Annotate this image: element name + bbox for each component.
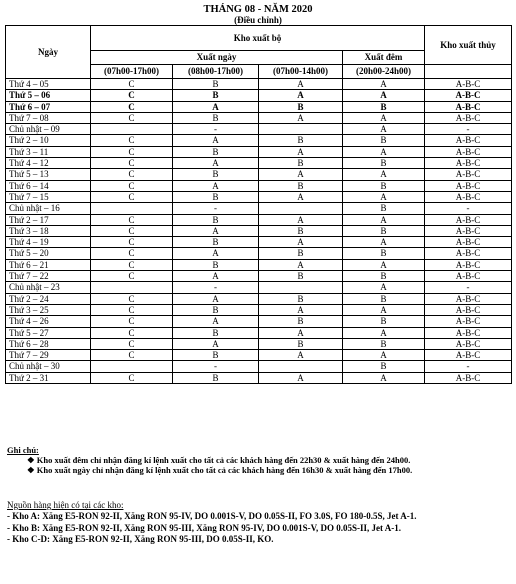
warehouse-cell: B [343,203,425,214]
document-subtitle: (Điều chỉnh) [234,15,282,25]
subheader-xuat-ngay: Xuất ngày [91,51,343,65]
warehouse-cell: C [91,338,173,349]
warehouse-cell: A [173,293,259,304]
warehouse-cell: A [343,259,425,270]
warehouse-cell: C [91,90,173,101]
warehouse-cell: A [343,350,425,361]
warehouse-cell: A-B-C [425,350,512,361]
warehouse-cell: A [259,327,343,338]
day-cell: Thứ 4 – 19 [6,237,91,248]
day-cell: Thứ 3 – 11 [6,146,91,157]
day-cell: Thứ 4 – 26 [6,316,91,327]
table-row [6,135,512,146]
warehouse-cell: A-B-C [425,293,512,304]
warehouse-cell: B [259,180,343,191]
warehouse-cell: B [173,259,259,270]
warehouse-cell: A-B-C [425,101,512,112]
warehouse-cell: A-B-C [425,316,512,327]
warehouse-cell: A [343,124,425,135]
warehouse-cell: A-B-C [425,146,512,157]
warehouse-cell: B [173,214,259,225]
time-header-empty [425,65,512,79]
warehouse-cell: A [259,259,343,270]
warehouse-cell: A [259,350,343,361]
warehouse-cell: C [91,112,173,123]
warehouse-cell: A [259,237,343,248]
warehouse-cell: A-B-C [425,135,512,146]
warehouse-cell: C [91,293,173,304]
warehouse-cell: A [343,90,425,101]
warehouse-cell: C [91,248,173,259]
warehouse-cell: A-B-C [425,214,512,225]
day-cell: Thứ 6 – 21 [6,259,91,270]
warehouse-cell: A-B-C [425,169,512,180]
warehouse-cell: A [343,214,425,225]
warehouse-cell: B [343,316,425,327]
warehouse-cell: B [173,372,259,383]
warehouse-cell: B [259,248,343,259]
warehouse-cell [259,203,343,214]
warehouse-cell: A [259,112,343,123]
day-cell: Thứ 6 – 14 [6,180,91,191]
warehouse-cell: B [343,271,425,282]
table-row [6,293,512,304]
warehouse-cell: B [173,112,259,123]
warehouse-cell [259,124,343,135]
warehouse-cell: A-B-C [425,180,512,191]
warehouse-cell: B [173,79,259,90]
warehouse-cell: C [91,327,173,338]
warehouse-cell: A [173,225,259,236]
warehouse-cell [91,203,173,214]
day-cell: Thứ 7 – 15 [6,191,91,202]
warehouse-cell: A [259,169,343,180]
warehouse-cell [91,282,173,293]
warehouse-cell: A [173,101,259,112]
schedule-body [6,79,512,384]
warehouse-cell: B [343,293,425,304]
day-cell: Thứ 5 – 06 [6,90,91,101]
warehouse-cell: A-B-C [425,112,512,123]
warehouse-cell [91,361,173,372]
table-row [6,350,512,361]
day-cell: Thứ 3 – 18 [6,225,91,236]
day-cell: Thứ 7 – 22 [6,271,91,282]
warehouse-cell: A-B-C [425,191,512,202]
warehouse-cell: A-B-C [425,338,512,349]
warehouse-cell: A [173,271,259,282]
source-item: - Kho C-D: Xăng E5-RON 92-II, Xăng RON 95-III, DO 0.05S-II, KO. [7,534,274,545]
warehouse-cell: C [91,180,173,191]
document-title: THÁNG 08 - NĂM 2020 [203,4,313,15]
day-cell: Thứ 5 – 13 [6,169,91,180]
warehouse-cell: B [173,237,259,248]
note-item: ❖ Kho xuất ngày chỉ nhận đăng kí lệnh xuất cho tất cả các khách hàng đến 16h30 & xuất hàng đến 17h00. [27,465,413,475]
day-cell: Thứ 4 – 05 [6,79,91,90]
warehouse-cell: A [343,304,425,315]
warehouse-cell: A [173,135,259,146]
time-header: (20h00-24h00) [343,65,425,79]
col-header-day: Ngày [6,26,91,79]
product-sources [7,500,511,546]
day-cell: Thứ 6 – 28 [6,338,91,349]
warehouse-cell: C [91,169,173,180]
warehouse-cell: C [91,225,173,236]
day-cell: Thứ 7 – 08 [6,112,91,123]
warehouse-cell: A [343,372,425,383]
warehouse-cell: A-B-C [425,271,512,282]
table-row [6,282,512,293]
warehouse-cell: B [173,146,259,157]
sources-title: Nguồn hàng hiện có tại các kho: [7,500,124,510]
warehouse-cell: B [259,271,343,282]
warehouse-cell: B [343,101,425,112]
table-row [6,191,512,202]
notes [7,445,507,475]
warehouse-cell: - [425,203,512,214]
warehouse-cell: A-B-C [425,327,512,338]
table-row [6,327,512,338]
warehouse-cell: A [173,316,259,327]
warehouse-cell: C [91,158,173,169]
warehouse-cell: A-B-C [425,90,512,101]
warehouse-cell: B [259,293,343,304]
subheader-xuat-dem: Xuất đêm [343,51,425,65]
warehouse-cell: A [259,214,343,225]
table-row [6,158,512,169]
warehouse-cell: A-B-C [425,237,512,248]
warehouse-cell: B [259,225,343,236]
day-cell: Chủ nhật – 09 [6,124,91,135]
table-row [6,304,512,315]
source-item: - Kho B: Xăng E5-RON 92-II, Xăng RON 95-III, Xăng RON 95-IV, DO 0.001S-V, DO 0.05S-II, Jet A-1. [7,522,401,533]
table-row [6,372,512,383]
warehouse-cell: A [259,90,343,101]
warehouse-cell: C [91,271,173,282]
warehouse-cell: - [425,124,512,135]
warehouse-cell: C [91,101,173,112]
warehouse-cell: - [173,203,259,214]
warehouse-cell: A [259,79,343,90]
warehouse-cell: B [259,135,343,146]
warehouse-cell: B [259,316,343,327]
day-cell: Thứ 2 – 24 [6,293,91,304]
table-row [6,316,512,327]
warehouse-cell: B [173,169,259,180]
table-row [6,124,512,135]
table-row [6,361,512,372]
warehouse-cell: A-B-C [425,259,512,270]
warehouse-cell: A-B-C [425,225,512,236]
warehouse-cell: C [91,259,173,270]
warehouse-cell: A-B-C [425,372,512,383]
warehouse-cell: A [173,248,259,259]
warehouse-cell: A [259,146,343,157]
day-cell: Thứ 3 – 25 [6,304,91,315]
table-row [6,271,512,282]
warehouse-cell: C [91,304,173,315]
warehouse-cell: B [173,191,259,202]
table-row [6,169,512,180]
day-cell: Thứ 2 – 17 [6,214,91,225]
warehouse-cell: A-B-C [425,248,512,259]
note-item: ❖ Kho xuất đêm chỉ nhận đăng kí lệnh xuất cho tất cả các khách hàng đến 22h30 & xuất hàng đến 24h00. [27,455,411,465]
table-row [6,90,512,101]
day-cell: Thứ 4 – 12 [6,158,91,169]
warehouse-cell: B [343,158,425,169]
warehouse-cell: A [259,304,343,315]
table-row [6,79,512,90]
warehouse-cell: A-B-C [425,158,512,169]
day-cell: Thứ 5 – 20 [6,248,91,259]
group-header-kho-thuy: Kho xuất thủy [425,26,512,65]
warehouse-cell: B [173,90,259,101]
day-cell: Thứ 2 – 10 [6,135,91,146]
table-row [6,225,512,236]
warehouse-cell: B [343,338,425,349]
warehouse-cell: A [343,169,425,180]
warehouse-cell: C [91,191,173,202]
warehouse-cell: C [91,79,173,90]
table-row [6,248,512,259]
warehouse-cell: B [343,361,425,372]
warehouse-cell: A [343,237,425,248]
time-header: (08h00-17h00) [173,65,259,79]
warehouse-cell: A [259,191,343,202]
notes-title: Ghi chú: [7,445,39,455]
warehouse-cell: A [343,191,425,202]
warehouse-cell: A-B-C [425,304,512,315]
warehouse-cell: A [173,338,259,349]
warehouse-cell: - [173,361,259,372]
warehouse-cell: - [425,282,512,293]
warehouse-cell: A [173,180,259,191]
table-row [6,338,512,349]
time-header: (07h00-17h00) [91,65,173,79]
day-cell: Thứ 2 – 31 [6,372,91,383]
diamond-bullet-icon: ❖ [27,465,37,475]
warehouse-cell: C [91,214,173,225]
warehouse-cell [259,282,343,293]
day-cell: Thứ 7 – 29 [6,350,91,361]
day-cell: Chủ nhật – 16 [6,203,91,214]
warehouse-cell: C [91,316,173,327]
warehouse-cell: A [343,327,425,338]
day-cell: Thứ 5 – 27 [6,327,91,338]
table-row [6,214,512,225]
table-row [6,237,512,248]
warehouse-cell: B [259,101,343,112]
warehouse-cell: A [259,372,343,383]
warehouse-cell: C [91,237,173,248]
warehouse-cell: B [173,350,259,361]
table-row [6,180,512,191]
warehouse-cell: B [343,135,425,146]
warehouse-cell: A-B-C [425,79,512,90]
warehouse-cell: B [343,225,425,236]
warehouse-cell [259,361,343,372]
warehouse-cell: C [91,146,173,157]
diamond-bullet-icon: ❖ [27,455,37,465]
table-row [6,259,512,270]
warehouse-cell: C [91,372,173,383]
warehouse-cell: A [343,282,425,293]
warehouse-cell: A [173,158,259,169]
day-cell: Thứ 6 – 07 [6,101,91,112]
table-row [6,112,512,123]
day-cell: Chủ nhật – 23 [6,282,91,293]
warehouse-cell: C [91,135,173,146]
warehouse-cell: A [343,112,425,123]
warehouse-cell [91,124,173,135]
warehouse-cell: - [173,124,259,135]
warehouse-cell: B [259,158,343,169]
table-row [6,203,512,214]
warehouse-cell: A [343,79,425,90]
warehouse-cell: B [173,304,259,315]
warehouse-cell: - [425,361,512,372]
day-cell: Chủ nhật – 30 [6,361,91,372]
table-row [6,146,512,157]
table-row [6,101,512,112]
warehouse-cell: B [343,180,425,191]
warehouse-cell: B [343,248,425,259]
source-item: - Kho A: Xăng E5-RON 92-II, Xăng RON 95-IV, DO 0.001S-V, DO 0.05S-II, FO 3.0S, FO 180-0.5S, Jet A-1. [7,511,417,522]
time-header: (07h00-14h00) [259,65,343,79]
warehouse-cell: B [259,338,343,349]
warehouse-cell: A [343,146,425,157]
group-header-kho-bo: Kho xuất bộ [91,26,425,51]
warehouse-cell: - [173,282,259,293]
warehouse-cell: C [91,350,173,361]
schedule-table [5,25,512,384]
warehouse-cell: B [173,327,259,338]
